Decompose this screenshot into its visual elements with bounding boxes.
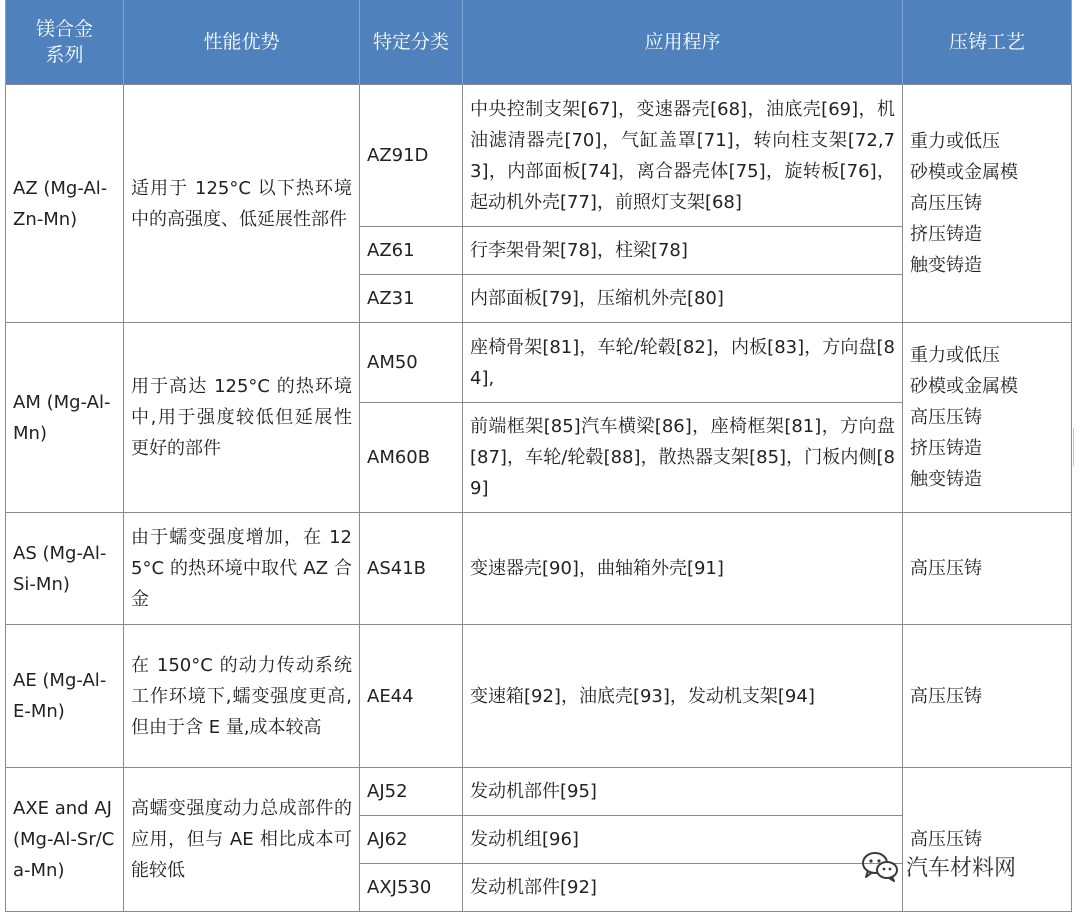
series-cell: AXE and AJ (Mg-Al-Sr/Ca-Mn) — [6, 768, 124, 912]
application-cell: 前端框架[85]汽车横梁[86]，座椅框架[81]，方向盘[87]，车轮/轮毂[88]，散热器支架[85]，门板内侧[89] — [463, 403, 903, 513]
process-cell: 高压压铸 — [903, 513, 1072, 625]
advantage-cell: 高蠕变强度动力总成部件的应用，但与 AE 相比成本可能较低 — [124, 768, 360, 912]
table-row — [6, 323, 1072, 403]
series-cell: AE (Mg-Al-E-Mn) — [6, 625, 124, 768]
process-cell: 重力或低压 砂模或金属模 高压压铸 挤压铸造 触变铸造 — [903, 85, 1072, 323]
header-advantage: 性能优势 — [124, 0, 360, 85]
application-cell: 内部面板[79]，压缩机外壳[80] — [463, 275, 903, 323]
grade-cell: AZ91D — [360, 85, 463, 227]
grade-cell: AE44 — [360, 625, 463, 768]
process-cell: 高压压铸 — [903, 768, 1072, 912]
application-cell: 座椅骨架[81]，车轮/轮毂[82]，内板[83]，方向盘[84], — [463, 323, 903, 403]
application-cell: 发动机部件[95] — [463, 768, 903, 816]
application-cell: 变速器壳[90]，曲轴箱外壳[91] — [463, 513, 903, 625]
advantage-cell: 由于蠕变强度增加，在 125°C 的热环境中取代 AZ 合金 — [124, 513, 360, 625]
header-application: 应用程序 — [463, 0, 903, 85]
grade-cell: AS41B — [360, 513, 463, 625]
advantage-cell: 在 150°C 的动力传动系统工作环境下,蠕变强度更高,但由于含 E 量,成本较高 — [124, 625, 360, 768]
series-cell: AS (Mg-Al-Si-Mn) — [6, 513, 124, 625]
header-process: 压铸工艺 — [903, 0, 1072, 85]
advantage-cell: 用于高达 125°C 的热环境中,用于强度较低但延展性更好的部件 — [124, 323, 360, 513]
table-row — [6, 768, 1072, 816]
grade-cell: AXJ530 — [360, 864, 463, 912]
table-row — [6, 513, 1072, 625]
grade-cell: AZ61 — [360, 227, 463, 275]
application-cell: 变速箱[92]，油底壳[93]，发动机支架[94] — [463, 625, 903, 768]
table-row — [6, 625, 1072, 768]
grade-cell: AJ62 — [360, 816, 463, 864]
advantage-cell: 适用于 125°C 以下热环境中的高强度、低延展性部件 — [124, 85, 360, 323]
watermark-text: 汽车材料网 — [906, 855, 1017, 881]
grade-cell: AZ31 — [360, 275, 463, 323]
grade-cell: AM50 — [360, 323, 463, 403]
header-row — [6, 0, 1072, 85]
edge-divider — [1073, 428, 1080, 466]
header-grade: 特定分类 — [360, 0, 463, 85]
application-cell: 行李架骨架[78]，柱梁[78] — [463, 227, 903, 275]
grade-cell: AM60B — [360, 403, 463, 513]
series-cell: AZ (Mg-Al-Zn-Mn) — [6, 85, 124, 323]
process-cell: 高压压铸 — [903, 625, 1072, 768]
table-row — [6, 85, 1072, 227]
process-cell: 重力或低压 砂模或金属模 高压压铸 挤压铸造 触变铸造 — [903, 323, 1072, 513]
grade-cell: AJ52 — [360, 768, 463, 816]
application-cell: 发动机组[96] — [463, 816, 903, 864]
application-cell: 中央控制支架[67]，变速器壳[68]，油底壳[69]，机油滤清器壳[70]，气缸盖罩[71]，转向柱支架[72,73]，内部面板[74]，离合器壳体[75]，旋转板[76]，起动机外壳[77]，前照灯支架[68] — [463, 85, 903, 227]
application-cell: 发动机部件[92] — [463, 864, 903, 912]
series-cell: AM (Mg-Al-Mn) — [6, 323, 124, 513]
alloy-table — [5, 0, 1072, 912]
header-series: 镁合金 系列 — [6, 0, 124, 85]
